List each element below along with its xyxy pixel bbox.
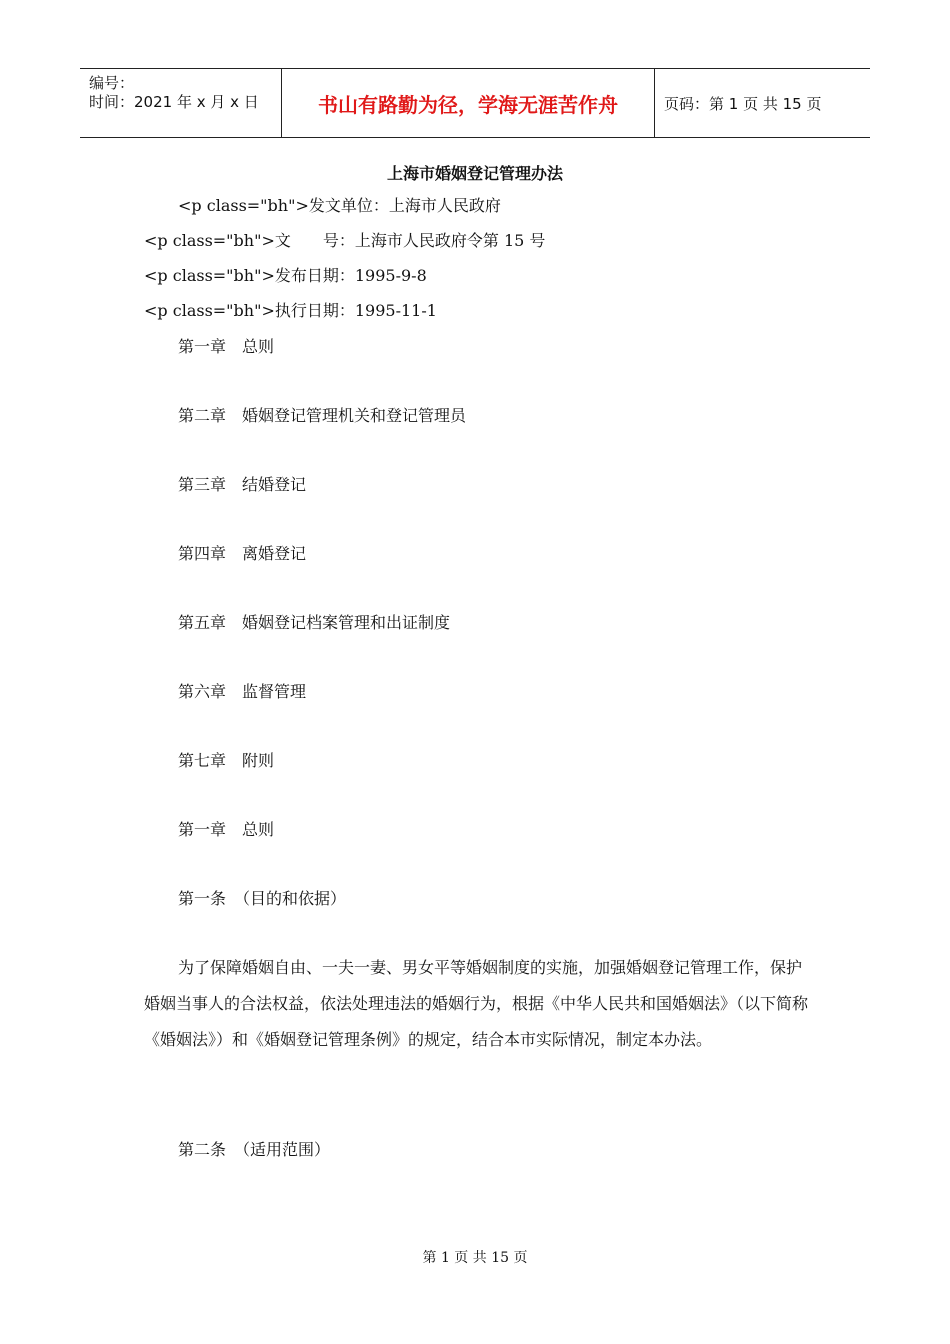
- chapter-item: 第七章 附则: [178, 751, 275, 770]
- meta-effective-date: <p class="bh">执行日期：1995-11-1: [144, 301, 437, 320]
- chapter-item: 第三章 结婚登记: [178, 475, 307, 494]
- page-header: [80, 68, 870, 138]
- meta-doc-number: <p class="bh">文 号：上海市人民政府令第 15 号: [144, 231, 546, 250]
- article-paragraph: [144, 950, 814, 1058]
- document-title: 上海市婚姻登记管理办法: [386, 164, 563, 183]
- chapter-item: 第一章 总则: [178, 337, 275, 356]
- page-footer: 第 1 页 共 15 页: [422, 1250, 528, 1266]
- time-label: 时间：2021 年 x 月 x 日: [89, 93, 259, 111]
- header-page-info: 页码：第 1 页 共 15 页: [664, 94, 822, 113]
- meta-publish-date: <p class="bh">发布日期：1995-9-8: [144, 266, 427, 285]
- header-motto: 书山有路勤为径，学海无涯苦作舟: [282, 69, 655, 137]
- chapter-heading: 第一章 总则: [178, 820, 275, 839]
- chapter-item: 第二章 婚姻登记管理机关和登记管理员: [178, 406, 467, 425]
- chapter-item: 第五章 婚姻登记档案管理和出证制度: [178, 613, 451, 632]
- article-heading: 第一条 （目的和依据）: [178, 889, 347, 908]
- chapter-item: 第四章 离婚登记: [178, 544, 307, 563]
- number-label: 编号：: [89, 74, 135, 92]
- article-heading: 第二条 （适用范围）: [178, 1140, 331, 1159]
- header-left-cell: [80, 69, 282, 137]
- meta-issuer: <p class="bh">发文单位：上海市人民政府: [178, 196, 501, 215]
- article1-text: 为了保障婚姻自由、一夫一妻、男女平等婚姻制度的实施，加强婚姻登记管理工作，保护婚姻当事人的合法权益，依法处理违法的婚姻行为，根据《中华人民共和国婚姻法》（以下简称《婚姻法》）和《婚姻登记管理条例》的规定，结合本市实际情况，制定本办法。: [144, 958, 809, 1049]
- chapter-item: 第六章 监督管理: [178, 682, 307, 701]
